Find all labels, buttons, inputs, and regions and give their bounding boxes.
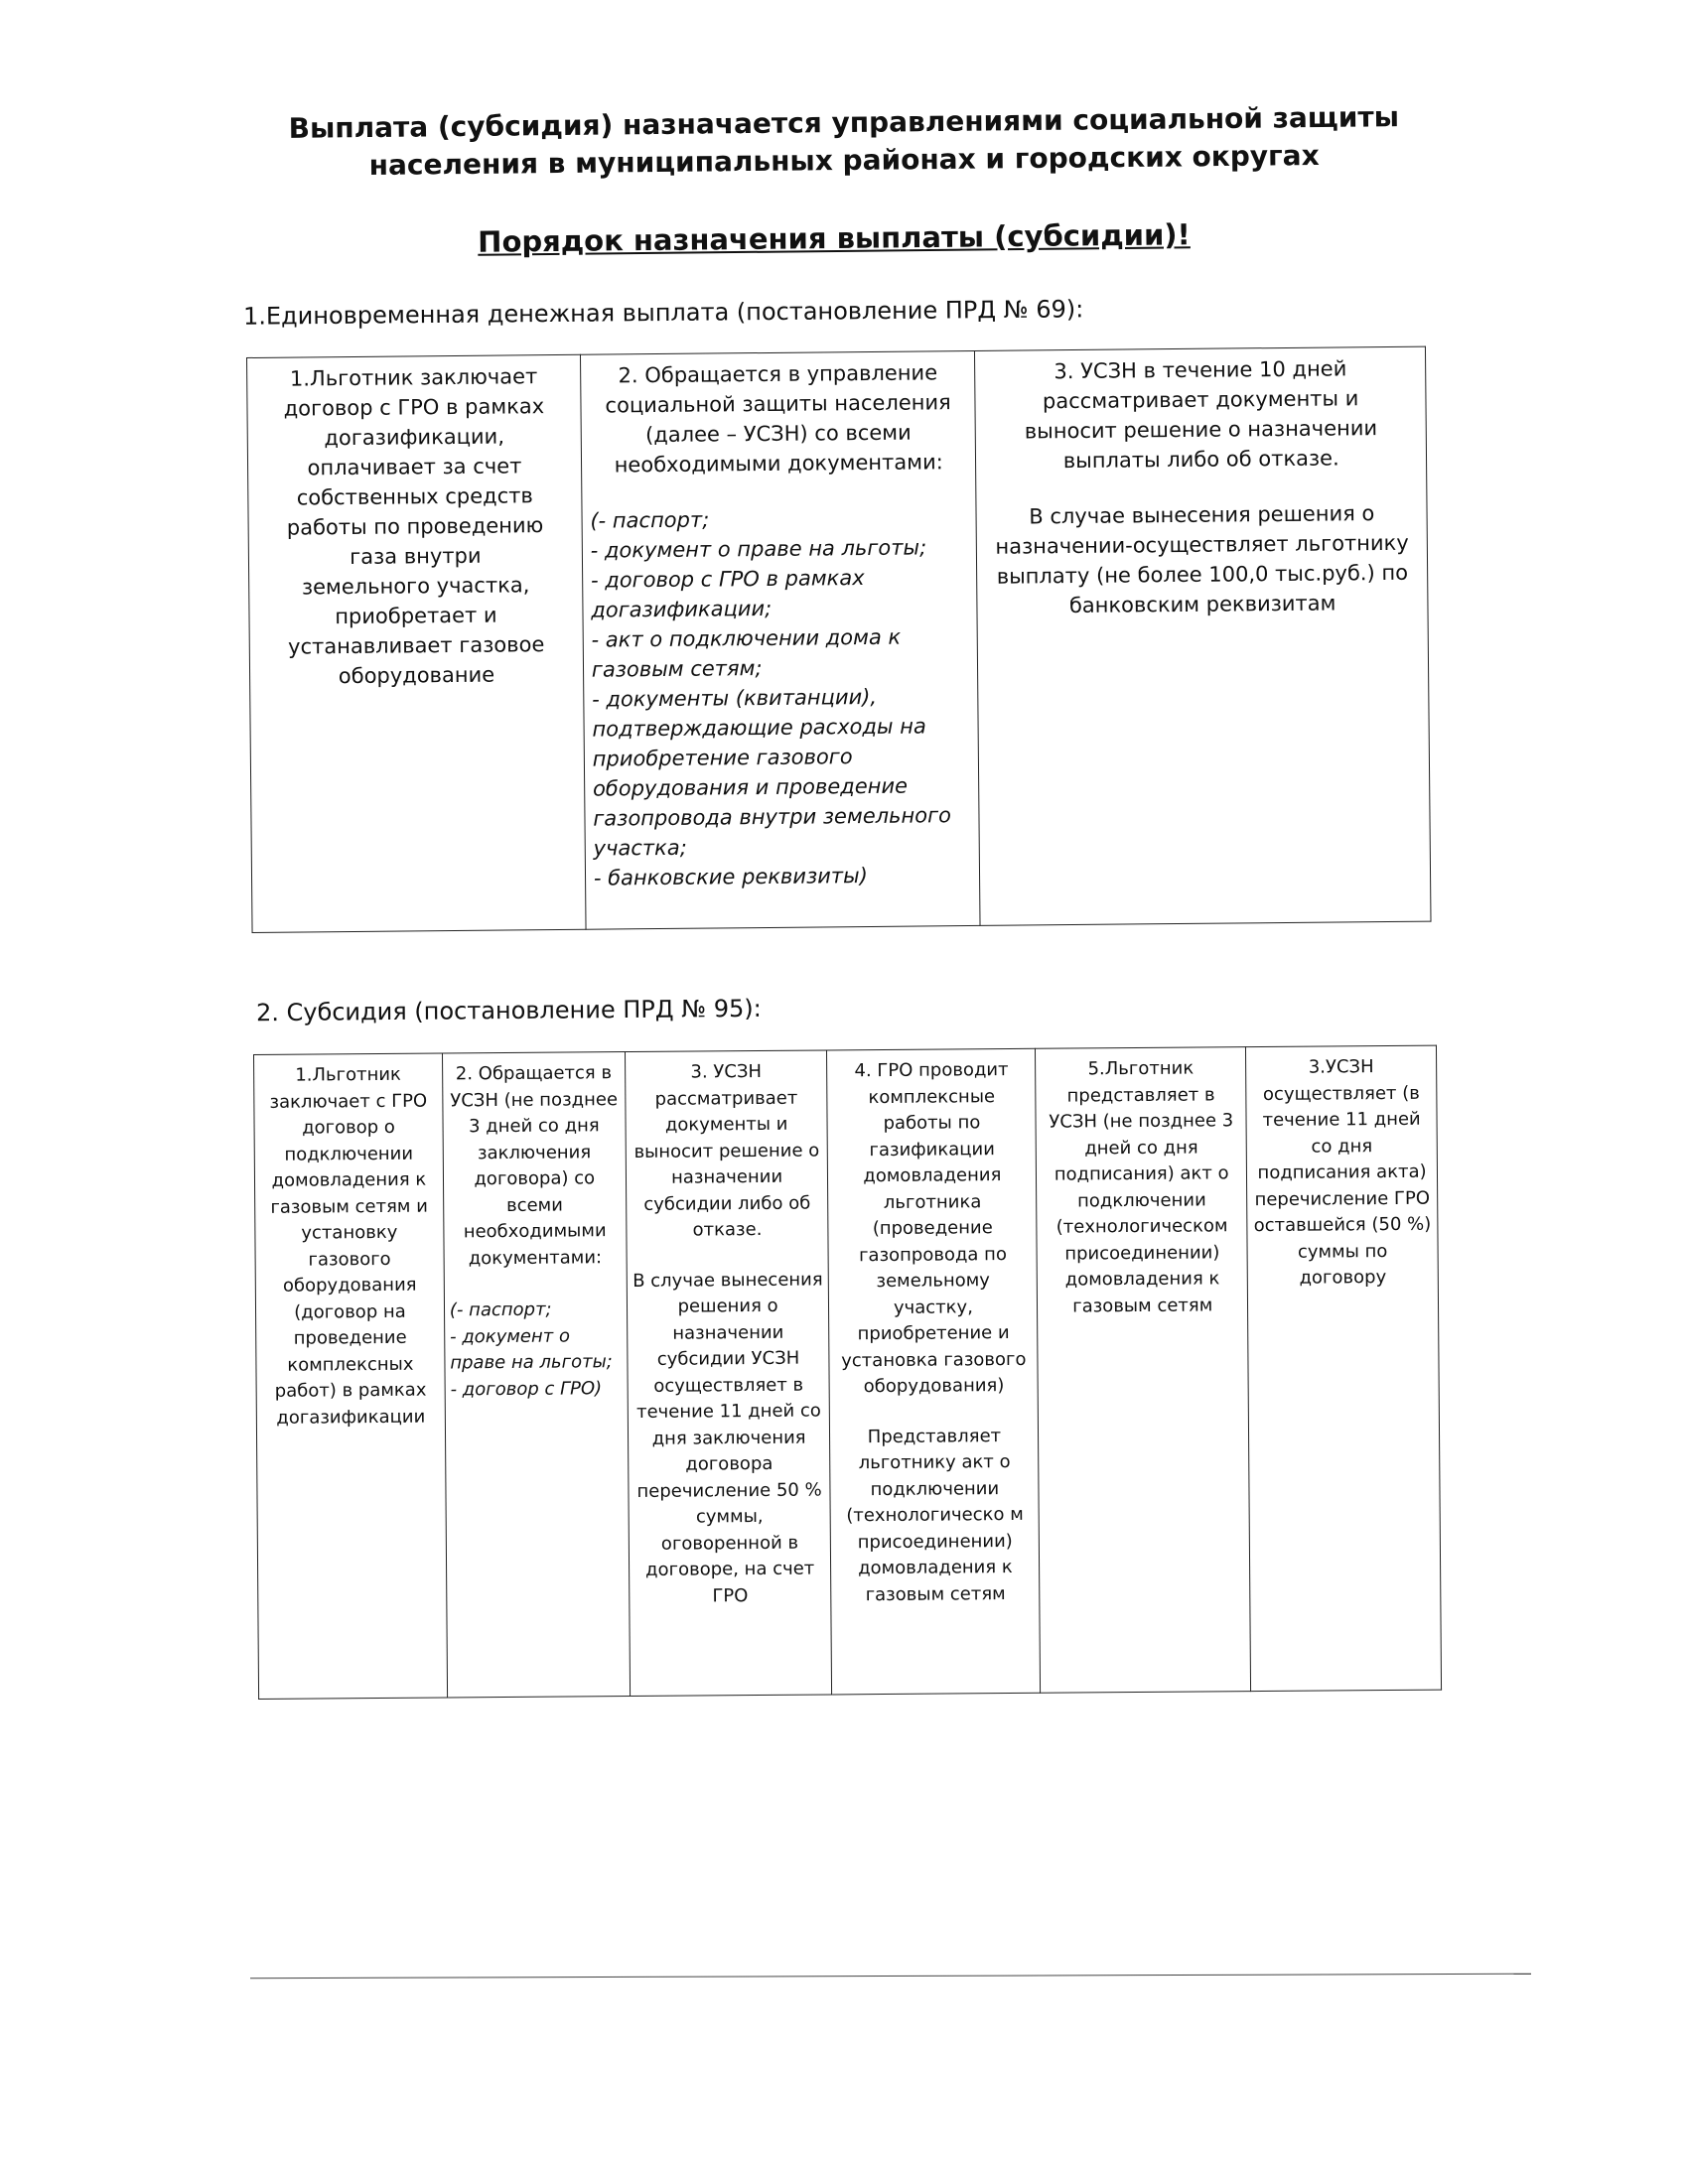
s2-step-6-text: 3.УСЗН осуществляет (в течение 11 дней со дня подписания акта) перечисление ГРО оставшейся (50 %) суммы по договору (1253, 1056, 1432, 1289)
s1-documents-list (590, 502, 971, 893)
s2-step-5-text: 5.Льготник представляет в УСЗН (не позднее 3 дней со дня подписания) акт о подключении (технологическом присоединении) домовладения к газовым сетям (1049, 1057, 1234, 1317)
s1-step-1-text: 1.Льготник заключает договор с ГРО в рамках догазификации, оплачивает за счет собственных средств работы по проведению газа внутри земельного участка, приобретает и устанавливает газовое оборудование (283, 364, 545, 689)
s1-step-3-text: 3. УСЗН в течение 10 дней рассматривает документы и выносит решение о назначении выплаты либо об отказе. (1024, 356, 1378, 474)
s2-step-3-cell (625, 1050, 832, 1697)
heading-line-1: Выплата (субсидия) назначается управлениями социальной защиты (288, 100, 1400, 145)
s2-step-2-intro: 2. Обращается в УСЗН (не позднее 3 дней со дня заключения договора) со всеми необходимыми документами: (450, 1062, 619, 1269)
list-item: - акт о подключении дома к газовым сетям; (591, 624, 902, 682)
s2-documents-list (450, 1297, 623, 1403)
s2-step-3-text: 3. УСЗН рассматривает документы и выносит решение о назначении субсидии либо об отказе. (633, 1060, 820, 1241)
list-item: - документы (квитанции), подтверждающие расходы на приобретение газового оборудования и проведение газопровода внутри земельного участка; (592, 684, 952, 861)
s2-step-1-text: 1.Льготник заключает с ГРО договор о подключении домовладения к газовым сетям и установку газового оборудования (договор на проведение комплексных работ) в рамках догазификации (269, 1063, 428, 1429)
s2-step-4-cell (827, 1048, 1041, 1695)
document-heading (238, 98, 1451, 187)
s2-step-5-cell (1036, 1047, 1251, 1694)
section-1-label: 1.Единовременная денежная выплата (постановление ПРД № 69): (242, 295, 1084, 331)
s1-step-3-cell (975, 346, 1431, 925)
section-1-table (246, 346, 1432, 933)
list-item: - банковские реквизиты) (593, 864, 868, 890)
s2-step-3-transfer-text: В случае вынесения решения о назначении субсидии УСЗН осуществляет в течение 11 дней со дня заключения договора перечисление 50 % суммы, оговоренной в договоре, на счет ГРО (633, 1269, 823, 1606)
s2-step-2-cell (442, 1052, 630, 1698)
s1-step-2-cell (580, 350, 980, 929)
s1-step-1-cell (247, 354, 586, 932)
s2-step-6-cell (1246, 1045, 1442, 1691)
list-item: (- паспорт; (590, 507, 710, 533)
s1-step-2-intro: 2. Обращается в управление социальной защиты населения (далее – УСЗН) со всеми необходимыми документами: (605, 360, 951, 478)
table-row (247, 346, 1432, 932)
list-item: - документ о праве на льготы; (450, 1325, 613, 1374)
list-item: - договор с ГРО) (450, 1377, 603, 1400)
s2-step-4-act-text: Представляет льготнику акт о подключении (технологическо м присоединении) домовладения к газовым сетям (846, 1425, 1024, 1605)
s2-step-4-text: 4. ГРО проводит комплексные работы по газификации домовладения льготника (проведение газопровода по земельному участку, приобретение и установка газового оборудования) (841, 1059, 1027, 1398)
section-2-table (253, 1045, 1442, 1700)
heading-line-2: населения в муниципальных районах и городских округах (368, 138, 1320, 183)
list-item: - договор с ГРО в рамках догазификации; (590, 566, 865, 622)
list-item: (- паспорт; (449, 1298, 552, 1321)
section-2-label: 2. Субсидия (постановление ПРД № 95): (255, 994, 762, 1027)
procedure-title: Порядок назначения выплаты (субсидии)! (478, 217, 1191, 259)
s2-step-1-cell (254, 1053, 448, 1699)
page-bottom-divider (250, 1974, 1531, 1979)
table-row (254, 1045, 1442, 1699)
list-item: - документ о праве на льготы; (590, 535, 927, 563)
s1-step-3-payment-text: В случае вынесения решения о назначении-осуществляет льготнику выплату (не более 100,0 тыс.руб.) по банковским реквизитам (995, 501, 1409, 618)
